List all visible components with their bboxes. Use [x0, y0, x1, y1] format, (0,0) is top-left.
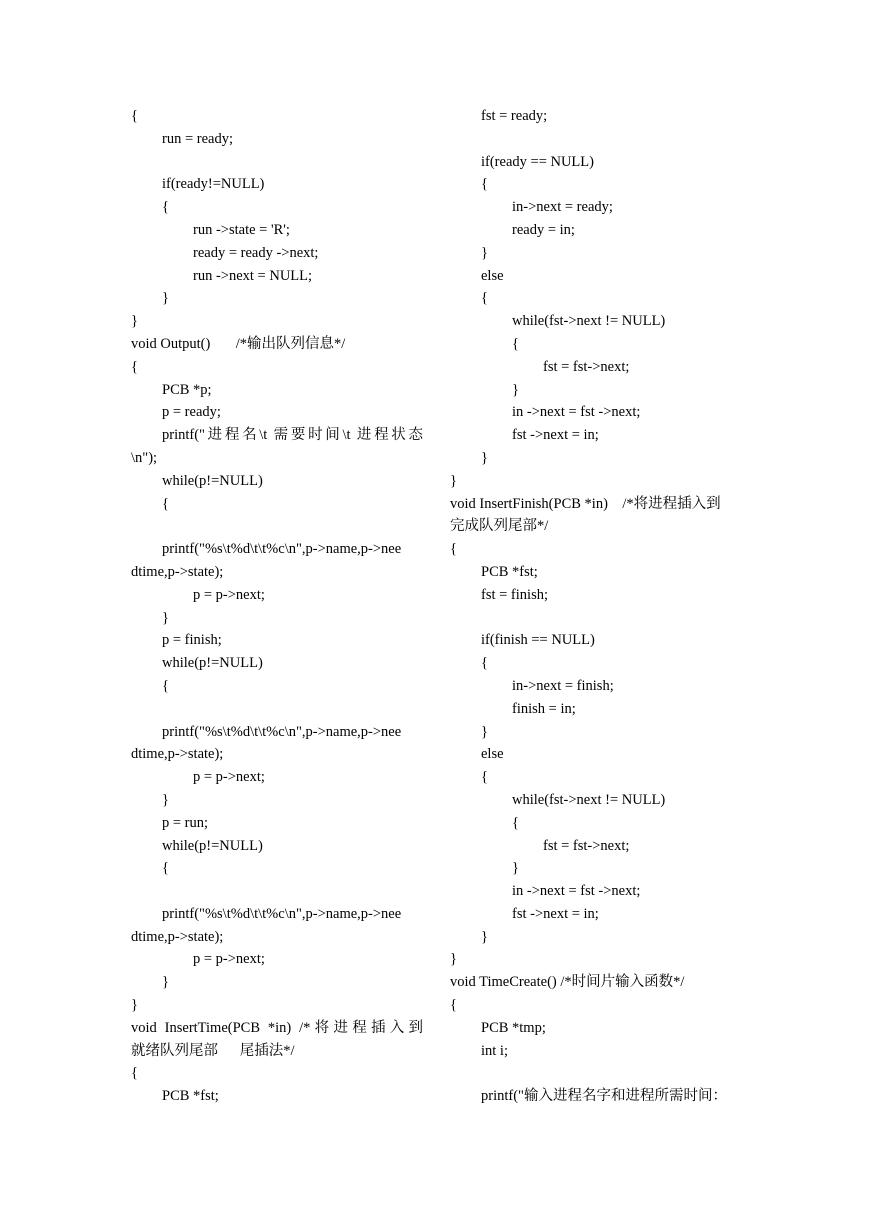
- code-line: [450, 128, 745, 151]
- code-line: PCB *tmp;: [481, 1019, 546, 1036]
- code-line: {: [162, 199, 169, 216]
- code-line: {: [162, 860, 169, 877]
- code-line: if(ready!=NULL): [162, 176, 265, 193]
- code-line: in ->next = fst ->next;: [512, 883, 641, 900]
- code-line: dtime,p->state);: [131, 928, 224, 945]
- code-line: }: [512, 381, 519, 398]
- code-line: else: [481, 746, 504, 763]
- code-line: }: [162, 290, 169, 307]
- code-line: {: [162, 495, 169, 512]
- code-line: while(p!=NULL): [162, 655, 263, 672]
- code-line: void InsertTime(PCB *in) /*将进程插入到: [131, 1019, 423, 1036]
- code-line: [131, 880, 423, 903]
- code-line: {: [131, 358, 138, 375]
- code-line: run = ready;: [162, 130, 233, 147]
- code-line: [131, 698, 423, 721]
- code-line: }: [131, 313, 138, 330]
- code-line: }: [481, 449, 488, 466]
- code-line: PCB *fst;: [162, 1088, 219, 1105]
- code-line: printf("%s\t%d\t\t%c\n",p->name,p->nee: [162, 905, 402, 922]
- code-line: {: [512, 814, 519, 831]
- code-line: }: [481, 244, 488, 261]
- code-line: p = run;: [162, 814, 209, 831]
- code-line: ready = ready ->next;: [193, 244, 319, 261]
- code-line: int i;: [481, 1042, 508, 1059]
- code-line: PCB *p;: [162, 381, 212, 398]
- code-line: fst = finish;: [481, 586, 548, 603]
- code-line: fst ->next = in;: [512, 905, 599, 922]
- code-line: while(p!=NULL): [162, 472, 263, 489]
- code-line: {: [450, 541, 457, 558]
- code-line: [131, 151, 423, 174]
- code-line: p = ready;: [162, 404, 221, 421]
- code-line: p = p->next;: [193, 586, 265, 603]
- code-line: while(fst->next != NULL): [512, 791, 666, 808]
- code-line: }: [512, 860, 519, 877]
- code-column-left: [131, 105, 423, 1108]
- code-line: }: [450, 951, 457, 968]
- code-line: if(ready == NULL): [481, 153, 594, 170]
- code-line: run ->next = NULL;: [193, 267, 313, 284]
- code-line: }: [131, 997, 138, 1014]
- code-line: }: [481, 723, 488, 740]
- code-line: [450, 1062, 745, 1085]
- code-line: printf("进程名\t 需要时间\t 进程状态: [162, 427, 423, 444]
- code-line: fst ->next = in;: [512, 427, 599, 444]
- code-line: in->next = ready;: [512, 199, 613, 216]
- code-line: p = finish;: [162, 632, 222, 649]
- code-line: {: [131, 108, 138, 124]
- code-line: fst = fst->next;: [543, 358, 630, 375]
- code-line: void TimeCreate() /*时间片输入函数*/: [450, 974, 685, 991]
- code-column-right: [450, 105, 745, 1108]
- code-line: PCB *fst;: [481, 563, 538, 580]
- code-line: }: [481, 928, 488, 945]
- code-line: run ->state = 'R';: [193, 221, 290, 238]
- code-line: {: [481, 655, 488, 672]
- code-line: if(finish == NULL): [481, 632, 595, 649]
- code-line: fst = ready;: [481, 108, 548, 124]
- code-line: fst = fst->next;: [543, 837, 630, 854]
- code-line: dtime,p->state);: [131, 746, 224, 763]
- code-line: in ->next = fst ->next;: [512, 404, 641, 421]
- code-line: {: [481, 769, 488, 786]
- code-line: {: [162, 677, 169, 694]
- code-line: in->next = finish;: [512, 677, 614, 694]
- code-line: }: [450, 472, 457, 489]
- code-line: printf("输入进程名字和进程所需时间：: [481, 1088, 727, 1105]
- code-line: {: [512, 335, 519, 352]
- code-line: while(fst->next != NULL): [512, 313, 666, 330]
- code-line: {: [450, 997, 457, 1014]
- code-line: printf("%s\t%d\t\t%c\n",p->name,p->nee: [162, 723, 402, 740]
- code-line: 就绪队列尾部 尾插法*/: [131, 1042, 295, 1059]
- code-line: p = p->next;: [193, 951, 265, 968]
- code-line: p = p->next;: [193, 769, 265, 786]
- code-line: finish = in;: [512, 700, 576, 717]
- code-line: void Output() /*输出队列信息*/: [131, 335, 346, 352]
- code-line: {: [481, 290, 488, 307]
- code-line: [450, 607, 745, 630]
- code-line: dtime,p->state);: [131, 563, 224, 580]
- code-line: {: [481, 176, 488, 193]
- code-line: \n");: [131, 449, 158, 466]
- code-line: }: [162, 974, 169, 991]
- code-line: else: [481, 267, 504, 284]
- code-line: [131, 515, 423, 538]
- code-line: }: [162, 609, 169, 626]
- code-line: }: [162, 791, 169, 808]
- code-line: void InsertFinish(PCB *in) /*将进程插入到: [450, 495, 721, 512]
- code-line: ready = in;: [512, 221, 575, 238]
- code-line: while(p!=NULL): [162, 837, 263, 854]
- code-line: printf("%s\t%d\t\t%c\n",p->name,p->nee: [162, 541, 402, 558]
- code-line: {: [131, 1065, 138, 1082]
- code-line: 完成队列尾部*/: [450, 518, 549, 535]
